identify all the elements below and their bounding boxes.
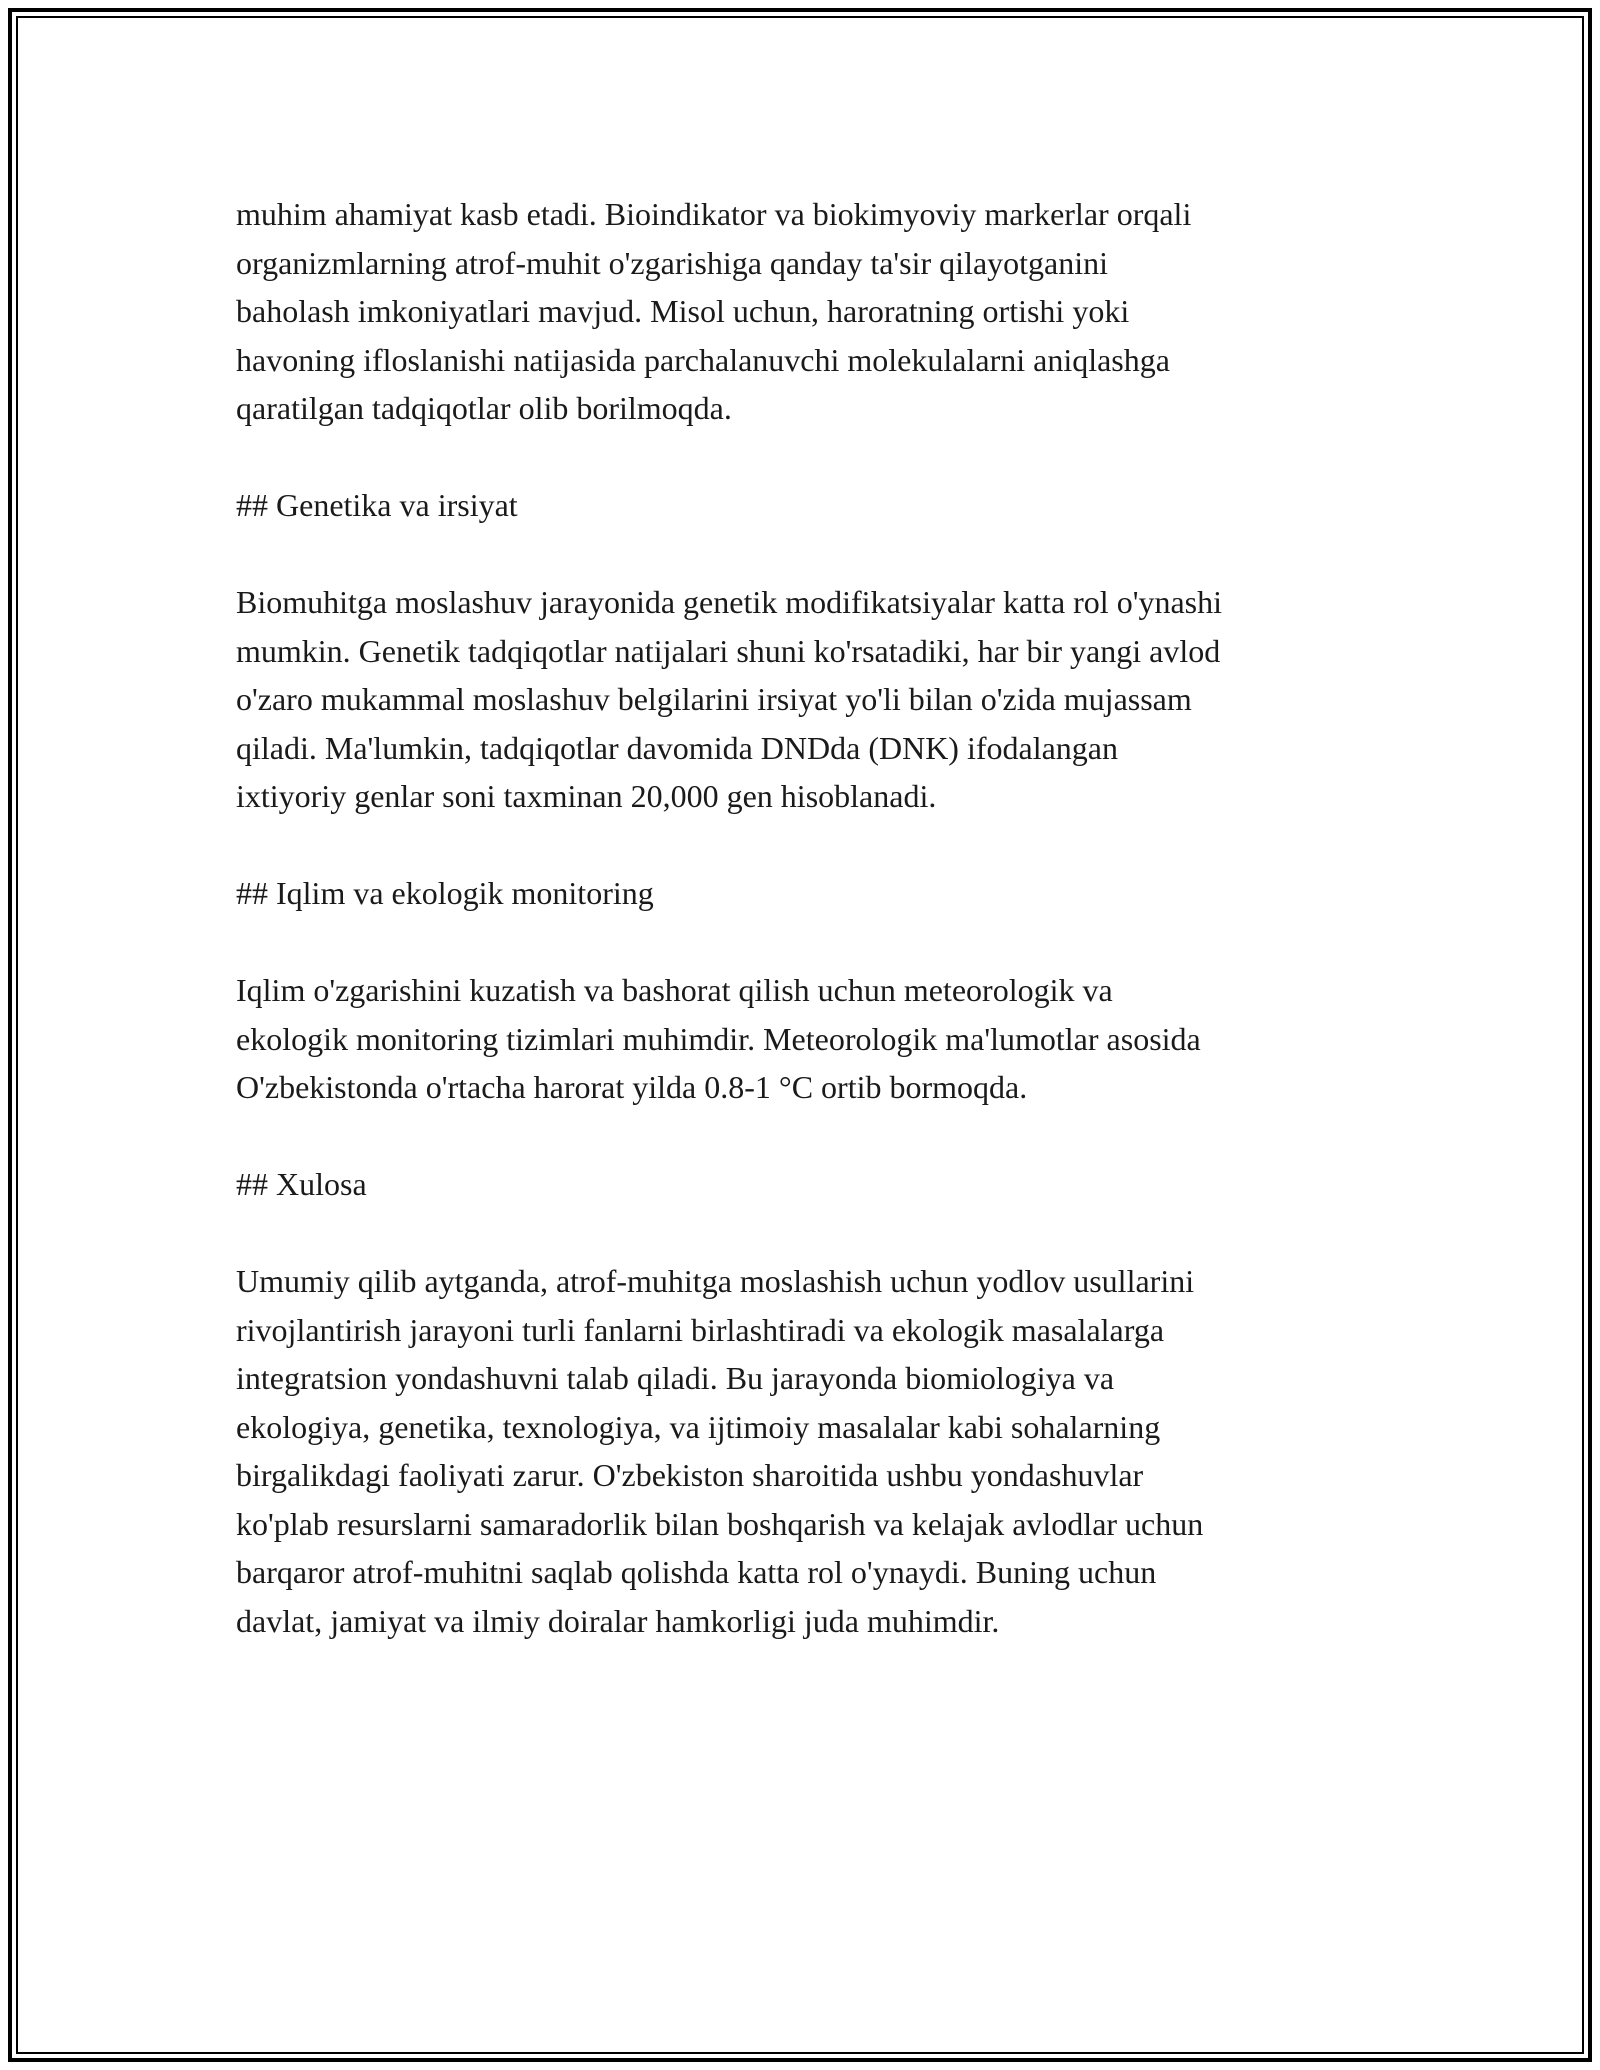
paragraph-genetika: Biomuhitga moslashuv jarayonida genetik modifikatsiyalar katta rol o'ynashi mumkin. Genetik tadqiqotlar natijalari shuni ko'rsatadiki, har bir yangi avlod o'zaro mukammal moslashuv belgilarini irsiyat yo'li bilan o'zida mujassam qiladi. Ma'lumkin, tadqiqotlar davomida DNDda (DNK) ifodalangan ixtiyoriy genlar soni taxminan 20,000 gen hisoblanadi. [236,584,1222,814]
paragraph-xulosa: Umumiy qilib aytganda, atrof-muhitga moslashish uchun yodlov usullarini rivojlantirish jarayoni turli fanlarni birlashtiradi va ekologik masalalarga integratsion yondashuvni talab qiladi. Bu jarayonda biomiologiya va ekologiya, genetika, texnologiya, va ijtimoiy masalalar kabi sohalarning birgalikdagi faoliyati zarur. O'zbekiston sharoitida ushbu yondashuvlar ko'plab resurslarni samaradorlik bilan boshqarish va kelajak avlodlar uchun barqaror atrof-muhitni saqlab qolishda katta rol o'ynaydi. Buning uchun davlat, jamiyat va ilmiy doiralar hamkorligi juda muhimdir. [236,1263,1204,1639]
heading-genetika-va-irsiyat: ## Genetika va irsiyat [236,487,518,523]
heading-iqlim-va-ekologik-monitoring: ## Iqlim va ekologik monitoring [236,875,654,911]
paragraph-iqlim: Iqlim o'zgarishini kuzatish va bashorat qilish uchun meteorologik va ekologik monitoring tizimlari muhimdir. Meteorologik ma'lumotlar asosida O'zbekistonda o'rtacha harorat yilda 0.8-1 °C ortib bormoqda. [236,972,1201,1105]
heading-xulosa: ## Xulosa [236,1166,367,1202]
document-body [236,190,1396,1645]
paragraph-intro-continuation: muhim ahamiyat kasb etadi. Bioindikator va biokimyoviy markerlar orqali organizmlarning atrof-muhit o'zgarishiga qanday ta'sir qilayotganini baholash imkoniyatlari mavjud. Misol uchun, haroratning ortishi yoki havoning ifloslanishi natijasida parchalanuvchi molekulalarni aniqlashga qaratilgan tadqiqotlar olib borilmoqda. [236,196,1192,426]
